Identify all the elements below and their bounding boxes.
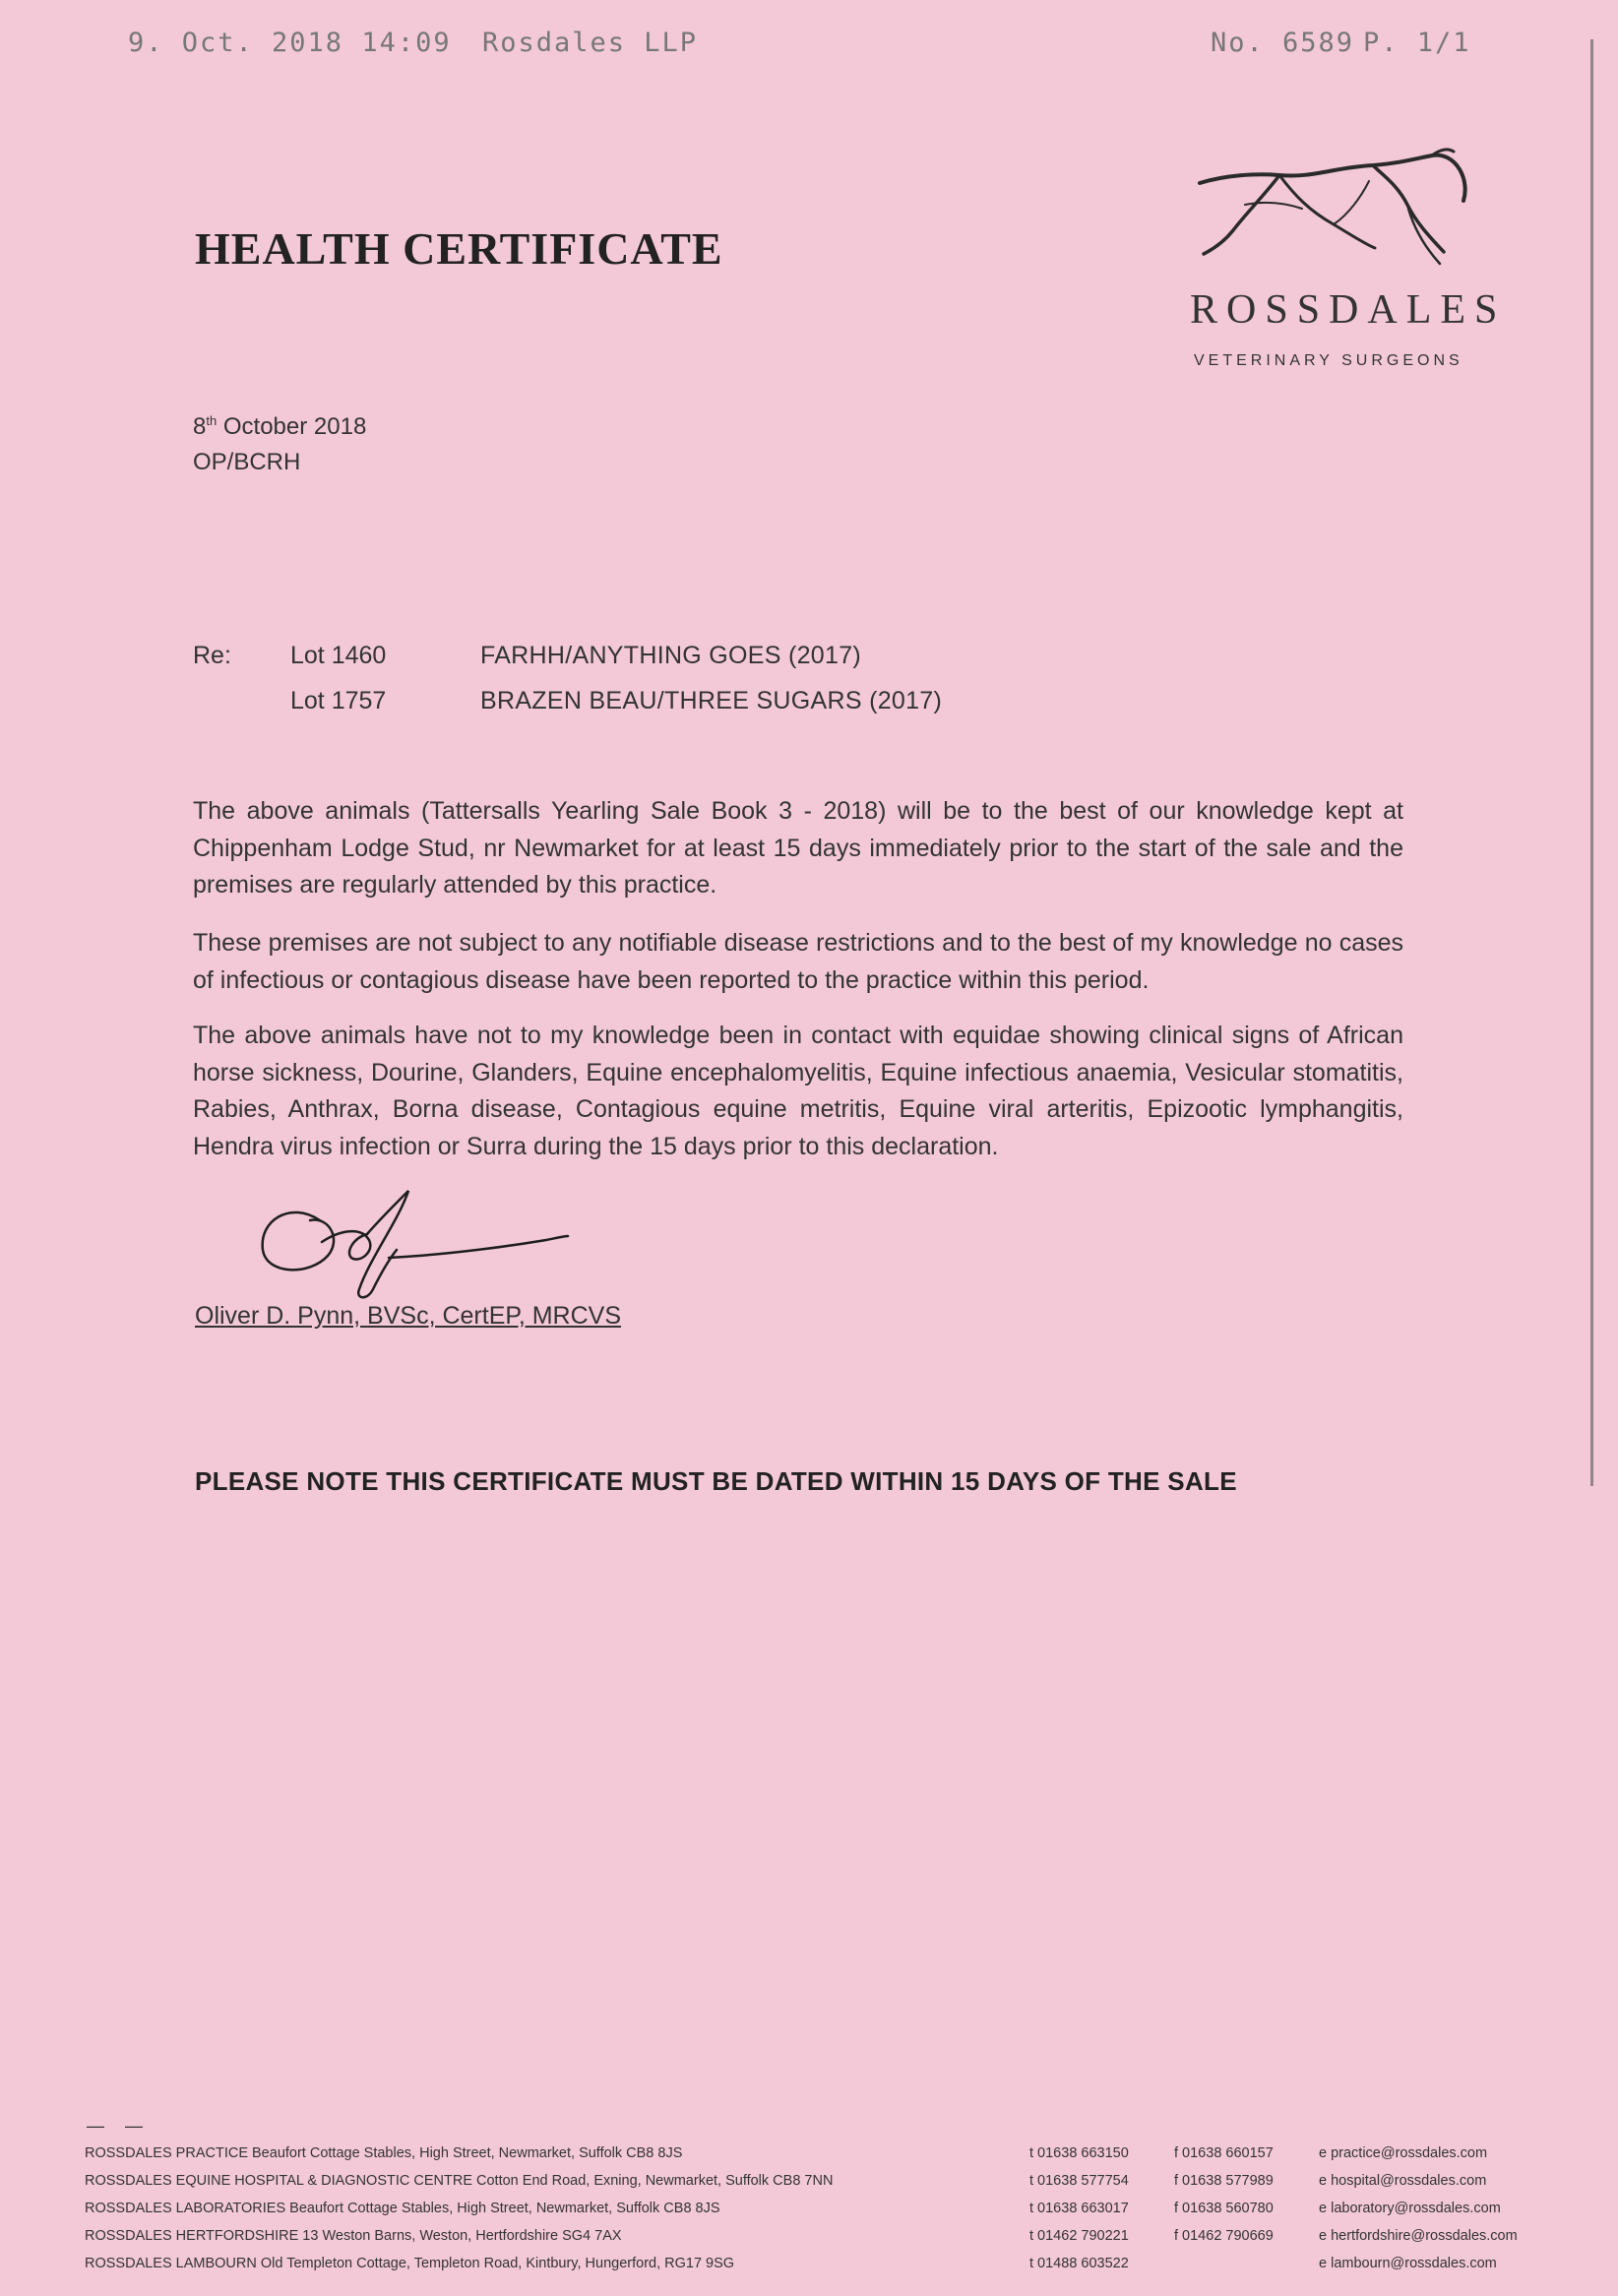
fax-page: P. 1/1 xyxy=(1363,28,1471,58)
footer-fax: f 01638 577989 xyxy=(1174,2173,1274,2189)
lot-name: BRAZEN BEAU/THREE SUGARS (2017) xyxy=(480,687,943,714)
re-label: Re: xyxy=(193,642,231,669)
footer-fax: f 01638 660157 xyxy=(1174,2145,1274,2161)
footer-telephone: t 01488 603522 xyxy=(1029,2256,1129,2271)
footer-address: ROSSDALES HERTFORDSHIRE 13 Weston Barns, Weston, Hertfordshire SG4 7AX xyxy=(85,2228,622,2244)
footer-fax: f 01462 790669 xyxy=(1174,2228,1274,2244)
footer-telephone: t 01638 663017 xyxy=(1029,2201,1129,2216)
logo-wordmark: ROSSDALES xyxy=(1190,287,1507,333)
fax-sender: Rosdales LLP xyxy=(482,28,699,58)
rossdales-logo xyxy=(1186,146,1507,372)
handwritten-signature xyxy=(251,1181,586,1309)
footer-row xyxy=(85,2173,1600,2201)
lot-name: FARHH/ANYTHING GOES (2017) xyxy=(480,642,862,669)
date-block xyxy=(193,403,366,480)
letter-date: 8th October 2018 xyxy=(193,413,367,440)
footer-row xyxy=(85,2228,1600,2256)
footer-address: ROSSDALES LABORATORIES Beaufort Cottage Stables, High Street, Newmarket, Suffolk CB8 8JS xyxy=(85,2201,720,2216)
body-paragraph: The above animals have not to my knowledge been in contact with equidae showing clinical signs of African horse sickness, Dourine, Glanders, Equine encephalomyelitis, Equine infectious anaemia, Vesicular stomatitis, Rabies, Anthrax, Borna disease, Contagious equine metritis, Equine viral arteritis, Epizootic lymphangitis, Hendra virus infection or Surra during the 15 days prior to this declaration. xyxy=(193,1022,1403,1160)
scan-edge-line xyxy=(1590,39,1593,1486)
footer-email: e laboratory@rossdales.com xyxy=(1319,2201,1501,2216)
footer-email: e hospital@rossdales.com xyxy=(1319,2173,1487,2189)
document-title: HEALTH CERTIFICATE xyxy=(195,223,723,274)
footer-email: e hertfordshire@rossdales.com xyxy=(1319,2228,1518,2244)
footer-email: e practice@rossdales.com xyxy=(1319,2145,1488,2161)
lot-number: Lot 1460 xyxy=(290,642,387,669)
body-paragraph: The above animals (Tattersalls Yearling Sale Book 3 - 2018) will be to the best of our knowledge kept at Chippenham Lodge Stud, nr Newmarket for at least 15 days immediately prior to the start of the sale and the premises are regularly attended by this practice. xyxy=(193,797,1403,899)
signer-name: Oliver D. Pynn, BVSc, CertEP, MRCVS xyxy=(195,1302,621,1330)
logo-subtitle: VETERINARY SURGEONS xyxy=(1194,352,1463,369)
footer-contacts xyxy=(85,2145,1600,2283)
footer-address: ROSSDALES LAMBOURN Old Templeton Cottage, Templeton Road, Kintbury, Hungerford, RG17 9SG xyxy=(85,2256,735,2271)
footer-telephone: t 01462 790221 xyxy=(1029,2228,1129,2244)
footer-row xyxy=(85,2201,1600,2228)
footer-email: e lambourn@rossdales.com xyxy=(1319,2256,1497,2271)
galloping-horse-logo-icon xyxy=(1186,146,1481,283)
fax-number: No. 6589 xyxy=(1211,28,1355,58)
footer-telephone: t 01638 663150 xyxy=(1029,2145,1129,2161)
footer-address: ROSSDALES EQUINE HOSPITAL & DIAGNOSTIC CENTRE Cotton End Road, Exning, Newmarket, Suffolk CB8 7NN xyxy=(85,2173,834,2189)
certificate-note: PLEASE NOTE THIS CERTIFICATE MUST BE DATED WITHIN 15 DAYS OF THE SALE xyxy=(195,1466,1237,1496)
body-paragraph: These premises are not subject to any notifiable disease restrictions and to the best of my knowledge no cases of infectious or contagious disease have been reported to the practice within this period. xyxy=(193,929,1403,994)
footer-divider: — — xyxy=(87,2116,152,2136)
footer-row xyxy=(85,2145,1600,2173)
reference-code: OP/BCRH xyxy=(193,449,301,475)
footer-fax: f 01638 560780 xyxy=(1174,2201,1274,2216)
footer-telephone: t 01638 577754 xyxy=(1029,2173,1129,2189)
footer-row xyxy=(85,2256,1600,2283)
lot-number: Lot 1757 xyxy=(290,687,387,714)
footer-address: ROSSDALES PRACTICE Beaufort Cottage Stables, High Street, Newmarket, Suffolk CB8 8JS xyxy=(85,2145,683,2161)
fax-datetime: 9. Oct. 2018 14:09 xyxy=(128,28,452,58)
